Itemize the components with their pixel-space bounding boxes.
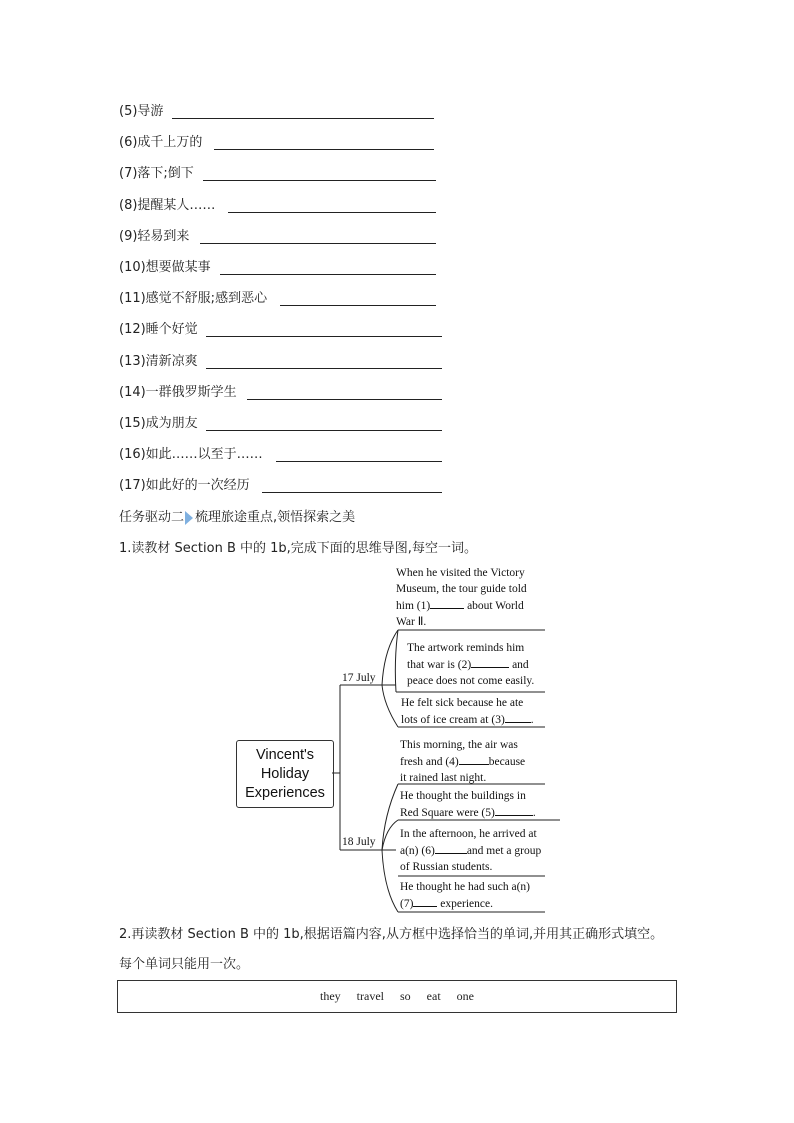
- branch-text: him (1): [396, 600, 431, 612]
- branch-line: This morning, the air was: [400, 739, 518, 751]
- vocab-item: [119, 322, 198, 338]
- vocab-item: [119, 447, 263, 463]
- arrow-marker-icon: [185, 511, 193, 525]
- branch-text: and met a group: [466, 845, 542, 857]
- branch-text: about World: [464, 600, 524, 612]
- vocab-item: [119, 229, 189, 245]
- vocab-label: (14)一群俄罗斯学生: [119, 385, 237, 400]
- vocab-item: [119, 416, 198, 432]
- branch-text: a(n) (6): [400, 845, 435, 857]
- branch-text: .: [532, 807, 536, 819]
- branch-line: [400, 842, 541, 859]
- task-prefix: 任务驱动二: [119, 510, 185, 525]
- branch-6: [400, 826, 541, 875]
- date-label-17-july: 17 July: [342, 672, 376, 684]
- branch-text: because: [488, 756, 526, 768]
- word-bank-item: eat: [426, 989, 441, 1003]
- branch-text: (7): [400, 898, 414, 910]
- mindmap-center: [236, 740, 334, 808]
- branch-1: [396, 565, 527, 630]
- branch-text: and: [509, 659, 529, 671]
- date-label-18-july: 18 July: [342, 836, 376, 848]
- word-bank-item: so: [400, 989, 411, 1003]
- vocab-label: (17)如此好的一次经历: [119, 478, 250, 493]
- branch-line: The artwork reminds him: [407, 642, 525, 654]
- branch-line: [401, 711, 534, 728]
- branch-line: He felt sick because he ate: [401, 697, 524, 709]
- answer-blank-4[interactable]: [459, 753, 489, 765]
- vocab-item: [119, 260, 211, 276]
- answer-blank[interactable]: [203, 180, 436, 181]
- answer-blank[interactable]: [247, 399, 442, 400]
- branch-line: [400, 804, 536, 821]
- branch-text: Red Square were (5): [400, 807, 495, 819]
- vocab-label: (6)成千上万的: [119, 135, 203, 150]
- answer-blank[interactable]: [214, 149, 434, 150]
- branch-line: it rained last night.: [400, 772, 487, 784]
- vocab-item: [119, 104, 163, 120]
- vocab-label: (8)提醒某人……: [119, 198, 216, 213]
- vocab-label: (15)成为朋友: [119, 416, 198, 431]
- branch-text: that war is (2): [407, 659, 472, 671]
- vocab-label: (7)落下;倒下: [119, 166, 194, 181]
- center-line: Holiday: [260, 765, 310, 782]
- branch-3: [401, 695, 534, 728]
- vocab-item: [119, 354, 198, 370]
- branch-line: of Russian students.: [400, 861, 493, 873]
- question-2-line-1: 2.再读教材 Section B 中的 1b,根据语篇内容,从方框中选择恰当的单词,并用其正确形式填空。: [119, 927, 664, 942]
- branch-7: [400, 879, 530, 912]
- branch-5: [400, 788, 536, 821]
- answer-blank[interactable]: [276, 461, 442, 462]
- word-bank-item: one: [456, 989, 474, 1003]
- vocab-item: [119, 385, 237, 401]
- vocab-label: (5)导游: [119, 104, 164, 119]
- branch-line: peace does not come easily.: [407, 675, 535, 687]
- answer-blank[interactable]: [206, 368, 442, 369]
- task-title: 梳理旅途重点,领悟探索之美: [195, 510, 356, 525]
- branch-line: [400, 895, 530, 912]
- vocab-item: [119, 478, 250, 494]
- answer-blank-3[interactable]: [505, 711, 531, 723]
- answer-blank[interactable]: [206, 336, 442, 337]
- branch-line: War Ⅱ.: [396, 616, 427, 628]
- branch-line: [400, 753, 525, 770]
- branch-line: When he visited the Victory: [396, 567, 525, 579]
- question-2-line-2: 每个单词只能用一次。: [119, 957, 250, 972]
- branch-line: He thought he had such a(n): [400, 881, 530, 893]
- answer-blank-5[interactable]: [495, 804, 533, 816]
- vocab-item: [119, 135, 202, 151]
- vocab-item: [119, 198, 215, 214]
- branch-text: fresh and (4): [400, 756, 459, 768]
- answer-blank[interactable]: [228, 212, 436, 213]
- word-bank-item: travel: [356, 989, 384, 1003]
- word-bank-item: they: [320, 989, 341, 1003]
- vocab-label: (9)轻易到来: [119, 229, 190, 244]
- center-line: Vincent's: [255, 746, 315, 763]
- word-bank-box: [117, 980, 677, 1013]
- branch-line: In the afternoon, he arrived at: [400, 828, 537, 840]
- answer-blank-1[interactable]: [430, 597, 464, 609]
- answer-blank-2[interactable]: [471, 656, 509, 668]
- answer-blank[interactable]: [206, 430, 442, 431]
- branch-line: [396, 597, 527, 614]
- question-1: 1.读教材 Section B 中的 1b,完成下面的思维导图,每空一词。: [119, 541, 477, 556]
- branch-2: [407, 640, 534, 689]
- vocab-label: (16)如此……以至于……: [119, 447, 263, 462]
- answer-blank[interactable]: [200, 243, 436, 244]
- branch-4: [400, 737, 525, 786]
- task-heading: [119, 510, 355, 526]
- vocab-item: [119, 291, 267, 307]
- answer-blank[interactable]: [172, 118, 434, 119]
- answer-blank[interactable]: [262, 492, 442, 493]
- vocab-label: (10)想要做某事: [119, 260, 211, 275]
- vocab-label: (11)感觉不舒服;感到恶心: [119, 291, 268, 306]
- vocab-label: (13)清新凉爽: [119, 354, 198, 369]
- branch-line: [407, 656, 534, 673]
- branch-line: He thought the buildings in: [400, 790, 526, 802]
- branch-line: Museum, the tour guide told: [396, 583, 527, 595]
- branch-text: .: [530, 714, 534, 726]
- vocab-label: (12)睡个好觉: [119, 322, 198, 337]
- answer-blank[interactable]: [220, 274, 436, 275]
- center-line: Experiences: [245, 784, 325, 801]
- answer-blank-7[interactable]: [413, 895, 437, 907]
- answer-blank-6[interactable]: [435, 842, 467, 854]
- branch-text: lots of ice cream at (3): [401, 714, 505, 726]
- vocab-item: [119, 166, 194, 182]
- answer-blank[interactable]: [280, 305, 436, 306]
- branch-text: experience.: [437, 898, 493, 910]
